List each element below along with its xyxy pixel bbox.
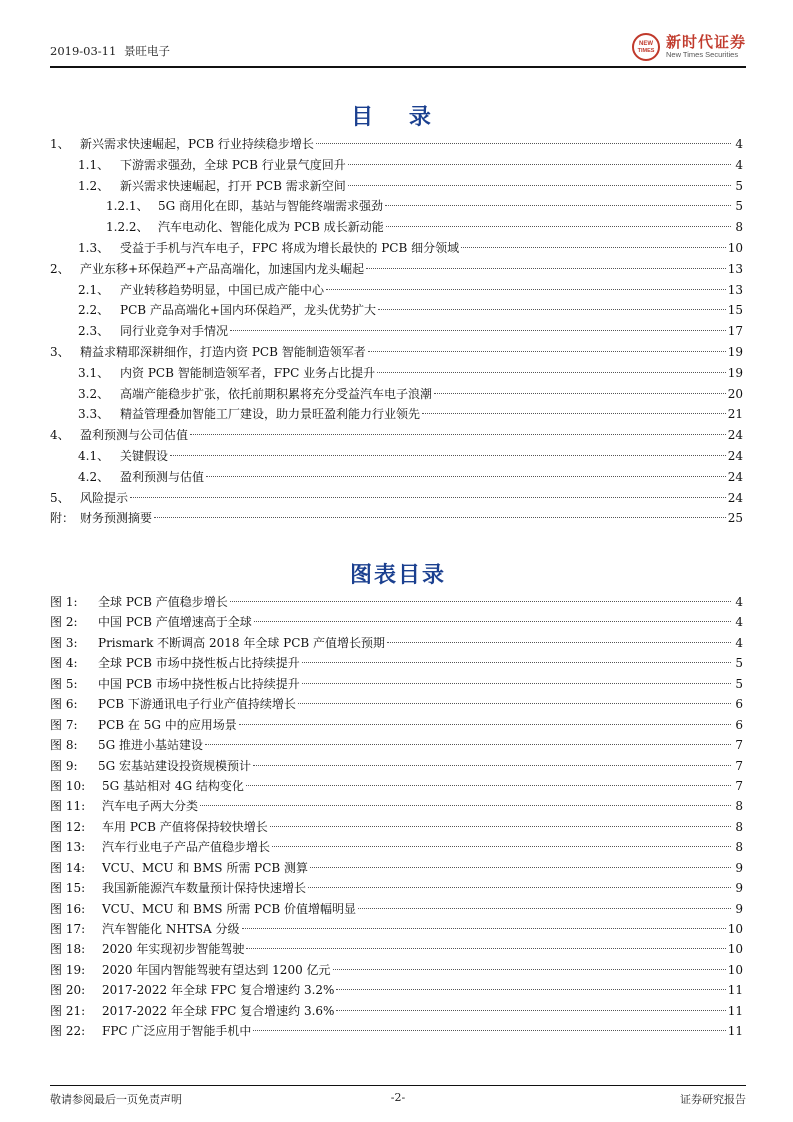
toc-entry-page: 15 xyxy=(727,303,743,318)
figure-entry[interactable] xyxy=(50,837,743,857)
toc-entry-page: 19 xyxy=(727,365,743,380)
dot-leader xyxy=(310,867,731,868)
figure-entry-title: 我国新能源汽车数量预计保持快速增长 xyxy=(102,881,307,896)
toc-entry[interactable] xyxy=(50,176,743,197)
dot-leader xyxy=(253,1030,725,1031)
figure-entry[interactable] xyxy=(50,960,743,980)
toc-entry-title: 内资 PCB 智能制造领军者，FPC 业务占比提升 xyxy=(120,365,376,380)
page-header xyxy=(50,30,746,66)
figure-entry-title: 全球 PCB 产值稳步增长 xyxy=(98,595,228,609)
toc-entry-title: 精益求精耶深耕细作，打造内资 PCB 智能制造领军者 xyxy=(80,344,366,359)
figure-entry-title: 2020 年国内智能驾驶有望达到 1200 亿元 xyxy=(102,962,331,977)
figure-entry[interactable] xyxy=(50,694,743,714)
dot-leader xyxy=(386,226,731,227)
figure-entry-number: 图 21: xyxy=(50,1003,86,1018)
dot-leader xyxy=(366,268,726,269)
toc-entry[interactable] xyxy=(50,259,743,280)
figure-entry[interactable] xyxy=(50,756,743,776)
dot-leader xyxy=(378,309,726,310)
figure-entry-page: 5 xyxy=(735,656,743,671)
figure-entry-page: 11 xyxy=(727,983,743,998)
figure-entry[interactable] xyxy=(50,674,743,694)
toc-entry-page: 5 xyxy=(735,199,743,214)
figure-entry-number: 图 4: xyxy=(50,656,78,671)
toc-entry[interactable] xyxy=(50,404,743,425)
report-date: 2019-03-11 xyxy=(50,44,117,58)
toc-entry-page: 19 xyxy=(727,344,743,359)
dot-leader xyxy=(316,143,731,144)
toc-entry-title: 产业东移+环保趋严+产品高端化，加速国内龙头崛起 xyxy=(80,261,365,276)
toc-entry[interactable] xyxy=(50,155,743,176)
brand-name-en: New Times Securities xyxy=(665,50,739,59)
toc-entry-number: 1.2、 xyxy=(78,178,110,193)
figure-entry-title: 5G 推进小基站建设 xyxy=(98,738,204,753)
figure-entry-title: 汽车智能化 NHTSA 分级 xyxy=(102,922,240,936)
toc-entry-title: PCB 产品高端化+国内环保趋严，龙头优势扩大 xyxy=(120,303,376,318)
figure-entry-number: 图 18: xyxy=(50,942,86,957)
toc-entry-number: 3.3、 xyxy=(78,407,110,422)
toc-entry-title: 产业转移趋势明显，中国已成产能中心 xyxy=(120,282,325,297)
toc-entry-title: 关键假设 xyxy=(120,448,169,463)
figure-entry-number: 图 3: xyxy=(50,635,78,650)
figure-entry-number: 图 11: xyxy=(50,799,86,814)
figure-entry-title: PCB 下游通讯电子行业产值持续增长 xyxy=(98,697,296,712)
dot-leader xyxy=(377,372,726,373)
figure-entry-title: 中国 PCB 市场中挠性板占比持续提升 xyxy=(98,676,300,691)
toc-entry[interactable] xyxy=(50,508,743,529)
dot-leader xyxy=(348,185,731,186)
figure-entry-page: 7 xyxy=(735,778,743,793)
dot-leader xyxy=(230,601,731,602)
dot-leader xyxy=(270,826,731,827)
toc-entry-number: 4.2、 xyxy=(78,469,110,484)
figure-entry-number: 图 20: xyxy=(50,983,86,998)
figure-entry[interactable] xyxy=(50,653,743,673)
page-number: -2- xyxy=(390,1091,406,1104)
company-name: 景旺电子 xyxy=(123,44,170,58)
toc-entry-number: 附： xyxy=(50,511,75,526)
dot-leader xyxy=(130,497,726,498)
figure-entry[interactable] xyxy=(50,939,743,959)
dot-leader xyxy=(206,476,726,477)
figure-entry[interactable] xyxy=(50,1021,743,1041)
figure-entry-page: 8 xyxy=(735,840,743,855)
figure-entry-title: VCU、MCU 和 BMS 所需 PCB 测算 xyxy=(102,860,309,875)
dot-leader xyxy=(246,948,725,949)
toc-entry-page: 13 xyxy=(727,282,743,297)
figure-entry-title: FPC 广泛应用于智能手机中 xyxy=(102,1024,252,1039)
figure-entry-number: 图 12: xyxy=(50,819,86,834)
toc-entry[interactable] xyxy=(50,280,743,301)
toc-entry[interactable] xyxy=(50,467,743,488)
figure-entry-page: 4 xyxy=(735,615,743,630)
figure-entry-title: 汽车行业电子产品产值稳步增长 xyxy=(102,840,271,855)
dot-leader xyxy=(200,805,731,806)
toc-entry-title: 高端产能稳步扩张，依托前期积累将充分受益汽车电子浪潮 xyxy=(120,386,433,401)
figure-entry[interactable] xyxy=(50,592,743,612)
figure-entry-number: 图 5: xyxy=(50,676,78,691)
toc-list xyxy=(50,134,743,529)
dot-leader xyxy=(190,434,726,435)
toc-entry-number: 1.2.1、 xyxy=(106,199,149,214)
figure-entry-title: 2017-2022 年全球 FPC 复合增速约 3.2% xyxy=(102,983,335,998)
toc-entry-title: 受益于手机与汽车电子，FPC 将成为增长最快的 PCB 细分领域 xyxy=(120,240,460,255)
dot-leader xyxy=(358,908,731,909)
brand-name-cn: 新时代证券 xyxy=(665,33,746,51)
toc-entry-title: 下游需求强劲，全球 PCB 行业景气度回升 xyxy=(120,157,346,172)
figure-entry[interactable] xyxy=(50,858,743,878)
header-divider xyxy=(50,66,746,68)
toc-entry-page: 24 xyxy=(727,469,743,484)
toc-entry-number: 3、 xyxy=(50,344,70,359)
figure-entry-number: 图 19: xyxy=(50,962,86,977)
dot-leader xyxy=(246,785,731,786)
figure-entry-page: 10 xyxy=(727,942,743,957)
toc-entry-title: 同行业竞争对手情况 xyxy=(120,324,229,339)
dot-leader xyxy=(253,765,731,766)
figure-entry-title: 中国 PCB 产值增速高于全球 xyxy=(98,615,252,630)
figure-entry-page: 6 xyxy=(735,697,743,712)
figure-entry-number: 图 13: xyxy=(50,840,86,855)
figure-entry-page: 9 xyxy=(735,881,743,896)
toc-entry-page: 10 xyxy=(727,240,743,255)
figure-entry[interactable] xyxy=(50,919,743,939)
toc-entry-page: 25 xyxy=(727,511,743,526)
toc-entry-page: 17 xyxy=(727,324,743,339)
dot-leader xyxy=(385,205,731,206)
figure-entry[interactable] xyxy=(50,1001,743,1021)
toc-entry-title: 风险提示 xyxy=(80,490,129,505)
figure-entry[interactable] xyxy=(50,776,743,796)
figure-entry-number: 图 6: xyxy=(50,697,78,712)
figure-entry-page: 9 xyxy=(735,901,743,916)
dot-leader xyxy=(336,1010,725,1011)
footer-divider xyxy=(50,1085,746,1086)
toc-entry[interactable] xyxy=(50,342,743,363)
toc-entry-number: 4.1、 xyxy=(78,448,110,463)
dot-leader xyxy=(461,247,726,248)
figure-entry[interactable] xyxy=(50,612,743,632)
toc-entry-number: 4、 xyxy=(50,428,70,443)
figure-entry[interactable] xyxy=(50,715,743,735)
figure-entry[interactable] xyxy=(50,878,743,898)
figure-entry-page: 6 xyxy=(735,717,743,732)
figure-entry[interactable] xyxy=(50,817,743,837)
figure-entry-page: 11 xyxy=(727,1024,743,1039)
dot-leader xyxy=(368,351,726,352)
figure-entry-title: 全球 PCB 市场中挠性板占比持续提升 xyxy=(98,656,300,671)
toc-entry[interactable] xyxy=(50,321,743,342)
figure-entry[interactable] xyxy=(50,735,743,755)
toc-entry-page: 20 xyxy=(727,386,743,401)
figure-entry-title: 5G 基站相对 4G 结构变化 xyxy=(102,778,244,793)
dot-leader xyxy=(326,289,726,290)
figure-entry-number: 图 14: xyxy=(50,860,86,875)
toc-entry[interactable] xyxy=(50,196,743,217)
toc-entry-number: 1、 xyxy=(50,137,70,151)
toc-entry-number: 1.1、 xyxy=(78,157,110,172)
figure-entry[interactable] xyxy=(50,980,743,1000)
toc-entry-number: 1.3、 xyxy=(78,240,110,255)
dot-leader xyxy=(154,517,726,518)
toc-entry-number: 3.1、 xyxy=(78,365,110,380)
toc-entry-number: 2.1、 xyxy=(78,282,110,297)
toc-entry-page: 21 xyxy=(727,407,743,422)
figure-entry-number: 图 10: xyxy=(50,778,86,793)
toc-entry-page: 24 xyxy=(727,428,743,443)
svg-text:TIMES: TIMES xyxy=(637,48,655,54)
figure-entry-page: 8 xyxy=(735,819,743,834)
figure-entry-page: 5 xyxy=(735,676,743,691)
brand-mark-icon xyxy=(630,32,662,62)
header-info xyxy=(50,43,174,59)
dot-leader xyxy=(348,164,731,165)
toc-entry-page: 5 xyxy=(735,178,743,193)
dot-leader xyxy=(170,455,726,456)
brand-logo xyxy=(630,30,746,64)
figure-entry-number: 图 1: xyxy=(50,595,78,609)
figure-entry-number: 图 17: xyxy=(50,922,86,936)
dot-leader xyxy=(298,703,731,704)
figure-entry-number: 图 8: xyxy=(50,738,78,753)
figure-entry[interactable] xyxy=(50,899,743,919)
toc-title: 目 录 xyxy=(351,104,445,130)
dot-leader xyxy=(434,393,726,394)
figure-entry-title: PCB 在 5G 中的应用场景 xyxy=(98,717,237,732)
toc-entry[interactable] xyxy=(50,488,743,509)
toc-entry[interactable] xyxy=(50,363,743,384)
figure-entry-title: 车用 PCB 产值将保持较快增长 xyxy=(102,819,268,834)
figure-entry-page: 9 xyxy=(735,860,743,875)
toc-entry-title: 精益管理叠加智能工厂建设，助力景旺盈利能力行业领先 xyxy=(120,407,421,422)
toc-entry-number: 2、 xyxy=(50,261,70,276)
figure-entry-title: VCU、MCU 和 BMS 所需 PCB 价值增幅明显 xyxy=(102,901,357,916)
dot-leader xyxy=(387,642,731,643)
dot-leader xyxy=(302,683,731,684)
toc-entry[interactable] xyxy=(50,300,743,321)
dot-leader xyxy=(308,887,731,888)
figure-entry-page: 4 xyxy=(735,595,743,609)
figure-entry[interactable] xyxy=(50,633,743,653)
dot-leader xyxy=(254,621,731,622)
toc-entry-title: 盈利预测与估值 xyxy=(120,469,205,484)
figure-entry-page: 4 xyxy=(735,635,743,650)
toc-entry[interactable] xyxy=(50,446,743,467)
figure-entry-page: 11 xyxy=(727,1003,743,1018)
toc-entry[interactable] xyxy=(50,425,743,446)
figure-entry-title: Prismark 不断调高 2018 年全球 PCB 产值增长预期 xyxy=(98,635,386,650)
toc-entry[interactable] xyxy=(50,384,743,405)
toc-entry-page: 4 xyxy=(735,137,743,151)
toc-entry-title: 新兴需求快速崛起，PCB 行业持续稳步增长 xyxy=(80,137,314,151)
toc-entry[interactable] xyxy=(50,238,743,259)
figure-entry-number: 图 22: xyxy=(50,1024,86,1039)
figure-entry-page: 10 xyxy=(727,922,743,936)
toc-entry-number: 2.2、 xyxy=(78,303,110,318)
toc-entry-page: 24 xyxy=(727,490,743,505)
figure-entry-title: 2020 年实现初步智能驾驶 xyxy=(102,942,245,957)
dot-leader xyxy=(422,413,726,414)
brand-mark-text: NEW xyxy=(638,41,653,47)
figure-entry-number: 图 16: xyxy=(50,901,86,916)
figure-entry-title: 2017-2022 年全球 FPC 复合增速约 3.6% xyxy=(102,1003,335,1018)
figure-entry-title: 5G 宏基站建设投资规模预计 xyxy=(98,758,252,773)
figure-entry-number: 图 2: xyxy=(50,615,78,630)
figure-entry-page: 10 xyxy=(727,962,743,977)
toc-entry[interactable] xyxy=(50,134,743,155)
figure-entry-number: 图 7: xyxy=(50,717,78,732)
figure-entry-page: 8 xyxy=(735,799,743,814)
toc-entry-title: 盈利预测与公司估值 xyxy=(80,428,189,443)
dot-leader xyxy=(302,662,731,663)
figure-entry-number: 图 15: xyxy=(50,881,86,896)
report-type: 证券研究报告 xyxy=(680,1093,746,1106)
figure-entry-page: 7 xyxy=(735,758,743,773)
toc-entry[interactable] xyxy=(50,217,743,238)
figures-list xyxy=(50,592,743,1042)
toc-entry-title: 5G 商用化在即，基站与智能终端需求强劲 xyxy=(158,199,384,214)
toc-entry-number: 5、 xyxy=(50,490,70,505)
toc-entry-number: 1.2.2、 xyxy=(106,220,149,235)
toc-entry-title: 汽车电动化、智能化成为 PCB 成长新动能 xyxy=(158,220,384,235)
dot-leader xyxy=(230,330,726,331)
dot-leader xyxy=(239,724,731,725)
toc-entry-number: 3.2、 xyxy=(78,386,110,401)
dot-leader xyxy=(333,969,726,970)
dot-leader xyxy=(242,928,726,929)
dot-leader xyxy=(272,846,731,847)
dot-leader xyxy=(205,744,731,745)
figure-entry-page: 7 xyxy=(735,738,743,753)
figure-entry-number: 图 9: xyxy=(50,758,78,773)
toc-entry-number: 2.3、 xyxy=(78,324,110,339)
toc-entry-title: 财务预测摘要 xyxy=(80,511,153,526)
toc-entry-title: 新兴需求快速崛起，打开 PCB 需求新空间 xyxy=(120,178,346,193)
dot-leader xyxy=(336,989,725,990)
figure-entry[interactable] xyxy=(50,796,743,816)
disclaimer-link[interactable]: 敬请参阅最后一页免责声明 xyxy=(50,1093,182,1106)
figures-title: 图表目录 xyxy=(349,562,446,588)
toc-entry-page: 8 xyxy=(735,220,743,235)
toc-entry-page: 4 xyxy=(735,157,743,172)
figure-entry-title: 汽车电子两大分类 xyxy=(102,799,199,814)
toc-entry-page: 24 xyxy=(727,448,743,463)
toc-entry-page: 13 xyxy=(727,261,743,276)
